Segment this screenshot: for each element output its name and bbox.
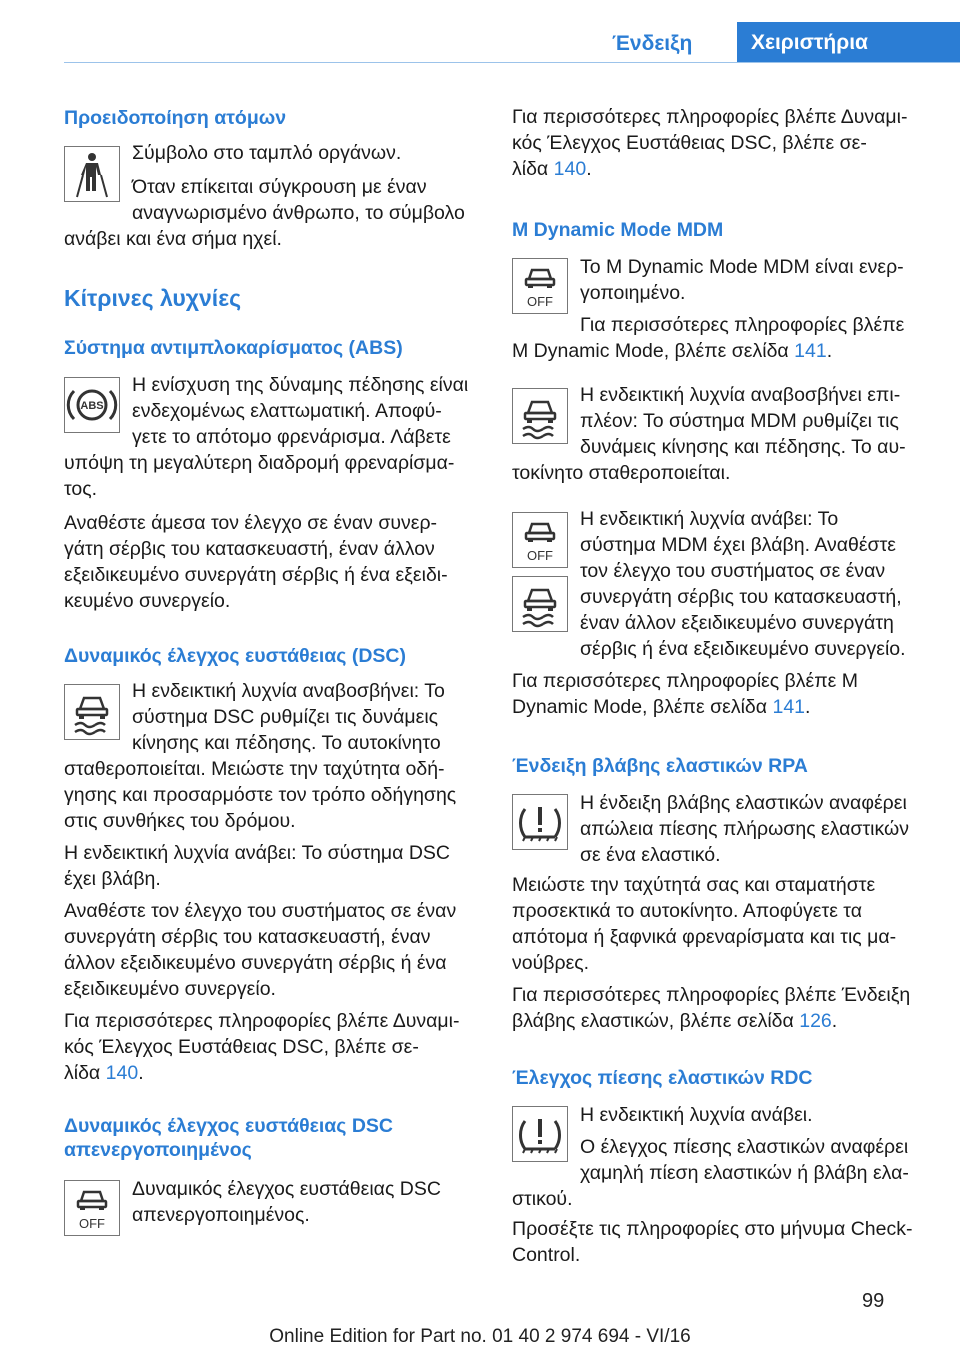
pedestrian-heading: Προειδοποίηση ατόμων — [64, 107, 287, 129]
dsc-text-15: λίδα 140. — [64, 1062, 144, 1084]
dsc-off-icon — [64, 1180, 120, 1236]
dsc-text-5: γησης και προσαρμόστε τον τρόπο οδήγησης — [64, 784, 457, 806]
rpa-text-6: απότομα ή ξαφνικά φρεναρίσματα και τις μα- — [512, 926, 897, 948]
mdm-text-13: έναν άλλον εξειδικευμένο συνεργάτη — [580, 612, 894, 634]
dsc-text-1: Η ενδεικτική λυχνία αναβοσβήνει: Το — [132, 680, 445, 702]
rpa-text-7: νούβρες. — [512, 952, 590, 974]
pedestrian-warning-icon — [64, 146, 120, 202]
dsc-text-9: Αναθέστε τον έλεγχο του συστήματος σε έναν — [64, 900, 457, 922]
dsc-off-heading-1: Δυναμικός έλεγχος ευστάθειας DSC — [64, 1115, 393, 1137]
rdc-text-6: Control. — [512, 1244, 581, 1266]
mdm-off-icon-2 — [512, 512, 568, 568]
rpa-text-8: Για περισσότερες πληροφορίες βλέπε Ένδειξη — [512, 984, 911, 1006]
dsc-cont-text-1: Για περισσότερες πληροφορίες βλέπε Δυναμι- — [512, 106, 908, 128]
mdm-text-12: συνεργάτη σέρβις του κατασκευαστή, — [580, 586, 902, 608]
page-number: 99 — [862, 1290, 885, 1312]
mdm-text-7: δυνάμεις κίνησης και πέδησης. Το αυ- — [580, 436, 906, 458]
dsc-heading: Δυναμικός έλεγχος ευστάθειας (DSC) — [64, 645, 406, 667]
mdm-text-11: τον έλεγχο του συστήματος σε έναν — [580, 560, 886, 582]
tire-pressure-icon — [512, 1106, 568, 1162]
rpa-page-link[interactable]: 126 — [799, 1010, 832, 1032]
dsc-text-2: σύστημα DSC ρυθμίζει τις δυνάμεις — [132, 706, 439, 728]
tire-warning-icon — [512, 794, 568, 850]
abs-text-3: γετε το απότομο φρενάρισμα. Λάβετε — [132, 426, 451, 448]
dsc-car-skid-icon — [64, 684, 120, 740]
dsc-text-12: εξειδικευμένο συνεργείο. — [64, 978, 276, 1000]
header-divider — [64, 62, 960, 63]
mdm-text-2: γοποιημένο. — [580, 282, 686, 304]
mdm-page-link-2[interactable]: 141 — [772, 696, 806, 718]
abs-text-7: γάτη σέρβις του κατασκευαστή, έναν άλλον — [64, 538, 435, 560]
rdc-text-1: Η ενδεικτική λυχνία ανάβει. — [580, 1104, 813, 1126]
mdm-text-14: σέρβις ή ένα εξειδικευμένο συνεργείο. — [580, 638, 906, 660]
rdc-heading: Έλεγχος πίεσης ελαστικών RDC — [512, 1067, 813, 1089]
mdm-off-icon-2-label: OFF — [527, 548, 553, 563]
header-chapter-tab: Χειριστήρια — [737, 22, 960, 62]
abs-text-9: κευμένο συνεργείο. — [64, 590, 231, 612]
pedestrian-text-4: ανάβει και ένα σήμα ηχεί. — [64, 228, 282, 250]
dsc-cont-text-3: λίδα 140. — [512, 158, 592, 180]
mdm-heading: M Dynamic Mode MDM — [512, 219, 724, 241]
mdm-text-9: Η ενδεικτική λυχνία ανάβει: Το — [580, 508, 839, 530]
dsc-cont-text-2: κός Έλεγχος Ευστάθειας DSC, βλέπε σε- — [512, 132, 867, 154]
mdm-skid-icon — [512, 388, 568, 444]
abs-text-2: ενδεχομένως ελαττωματική. Αποφύ- — [132, 400, 442, 422]
rdc-text-4: στικού. — [512, 1188, 573, 1210]
abs-icon — [64, 377, 120, 433]
yellow-lights-heading: Κίτρινες λυχνίες — [64, 285, 242, 311]
dsc-page-link[interactable]: 140 — [105, 1062, 139, 1084]
abs-text-5: τος. — [64, 478, 98, 500]
rpa-text-5: προσεκτικά το αυτοκίνητο. Αποφύγετε τα — [512, 900, 863, 922]
mdm-text-6: πλέον: Το σύστημα MDM ρυθμίζει τις — [580, 410, 899, 432]
dsc-off-text-2: απενεργοποιημένος. — [132, 1204, 310, 1226]
mdm-text-4: M Dynamic Mode, βλέπε σελίδα 141. — [512, 340, 833, 362]
dsc-off-text-1: Δυναμικός έλεγχος ευστάθειας DSC — [132, 1178, 441, 1200]
rpa-text-4: Μειώστε την ταχύτητά σας και σταματήστε — [512, 874, 876, 896]
dsc-text-4: σταθεροποιείται. Μειώστε την ταχύτητα οδή- — [64, 758, 445, 780]
dsc-text-13: Για περισσότερες πληροφορίες βλέπε Δυναμι- — [64, 1010, 460, 1032]
mdm-text-1: Το M Dynamic Mode MDM είναι ενερ- — [580, 256, 904, 278]
mdm-text-8: τοκίνητο σταθεροποιείται. — [512, 462, 731, 484]
mdm-text-15: Για περισσότερες πληροφορίες βλέπε M — [512, 670, 859, 692]
rpa-heading: Ένδειξη βλάβης ελαστικών RPA — [512, 755, 808, 777]
rdc-text-3: χαμηλή πίεση ελαστικών ή βλάβη ελα- — [580, 1162, 909, 1184]
abs-icon-label: ABS — [80, 400, 104, 412]
pedestrian-text-2: Όταν επίκειται σύγκρουση με έναν — [132, 176, 427, 198]
abs-heading: Σύστημα αντιμπλοκαρίσματος (ABS) — [64, 337, 403, 359]
dsc-text-10: συνεργάτη σέρβις του κατασκευαστή, έναν — [64, 926, 431, 948]
dsc-cont-page-link[interactable]: 140 — [553, 158, 587, 180]
dsc-text-3: κίνησης και πέδησης. Το αυτοκίνητο — [132, 732, 441, 754]
rpa-text-3: σε ένα ελαστικό. — [580, 844, 721, 866]
mdm-text-5: Η ενδεικτική λυχνία αναβοσβήνει επι- — [580, 384, 901, 406]
mdm-off-icon — [512, 258, 568, 314]
abs-text-4: υπόψη τη μεγαλύτερη διαδρομή φρεναρίσμα- — [64, 452, 455, 474]
pedestrian-text-3: αναγνωρισμένο άνθρωπο, το σύμβολο — [132, 202, 465, 224]
dsc-text-14: κός Έλεγχος Ευστάθειας DSC, βλέπε σε- — [64, 1036, 419, 1058]
rpa-text-2: απώλεια πίεσης πλήρωσης ελαστικών — [580, 818, 909, 840]
rdc-text-2: Ο έλεγχος πίεσης ελαστικών αναφέρει — [580, 1136, 909, 1158]
rdc-text-5: Προσέξτε τις πληροφορίες στο μήνυμα Check- — [512, 1218, 913, 1240]
header-section: Ένδειξη — [612, 32, 693, 55]
abs-text-1: Η ενίσχυση της δύναμης πέδησης είναι — [132, 374, 469, 396]
rpa-text-9: βλάβης ελαστικών, βλέπε σελίδα 126. — [512, 1010, 838, 1032]
dsc-off-icon-label: OFF — [79, 1216, 105, 1231]
footer-edition: Online Edition for Part no. 01 40 2 974 694 - VI/16 — [269, 1326, 691, 1347]
mdm-page-link-1[interactable]: 141 — [794, 340, 827, 362]
pedestrian-text-1: Σύμβολο στο ταμπλό οργάνων. — [132, 142, 402, 164]
abs-text-8: εξειδικευμένο συνεργάτη σέρβις ή ένα εξειδι- — [64, 564, 448, 586]
mdm-off-icon-label: OFF — [527, 294, 553, 309]
rpa-text-1: Η ένδειξη βλάβης ελαστικών αναφέρει — [580, 792, 907, 814]
mdm-text-16: Dynamic Mode, βλέπε σελίδα 141. — [512, 696, 811, 718]
dsc-text-6: στις συνθήκες του δρόμου. — [64, 810, 296, 832]
dsc-text-11: άλλον εξειδικευμένο συνεργάτη σέρβις ή ένα — [64, 952, 447, 974]
mdm-text-10: σύστημα MDM έχει βλάβη. Αναθέστε — [580, 534, 896, 556]
dsc-text-8: έχει βλάβη. — [64, 868, 161, 890]
dsc-off-heading-2: απενεργοποιημένος — [64, 1139, 252, 1161]
mdm-text-3: Για περισσότερες πληροφορίες βλέπε — [580, 314, 905, 336]
dsc-text-7: Η ενδεικτική λυχνία ανάβει: Το σύστημα DSC — [64, 842, 451, 864]
mdm-skid-icon-2 — [512, 576, 568, 632]
abs-text-6: Αναθέστε άμεσα τον έλεγχο σε έναν συνερ- — [64, 512, 438, 534]
